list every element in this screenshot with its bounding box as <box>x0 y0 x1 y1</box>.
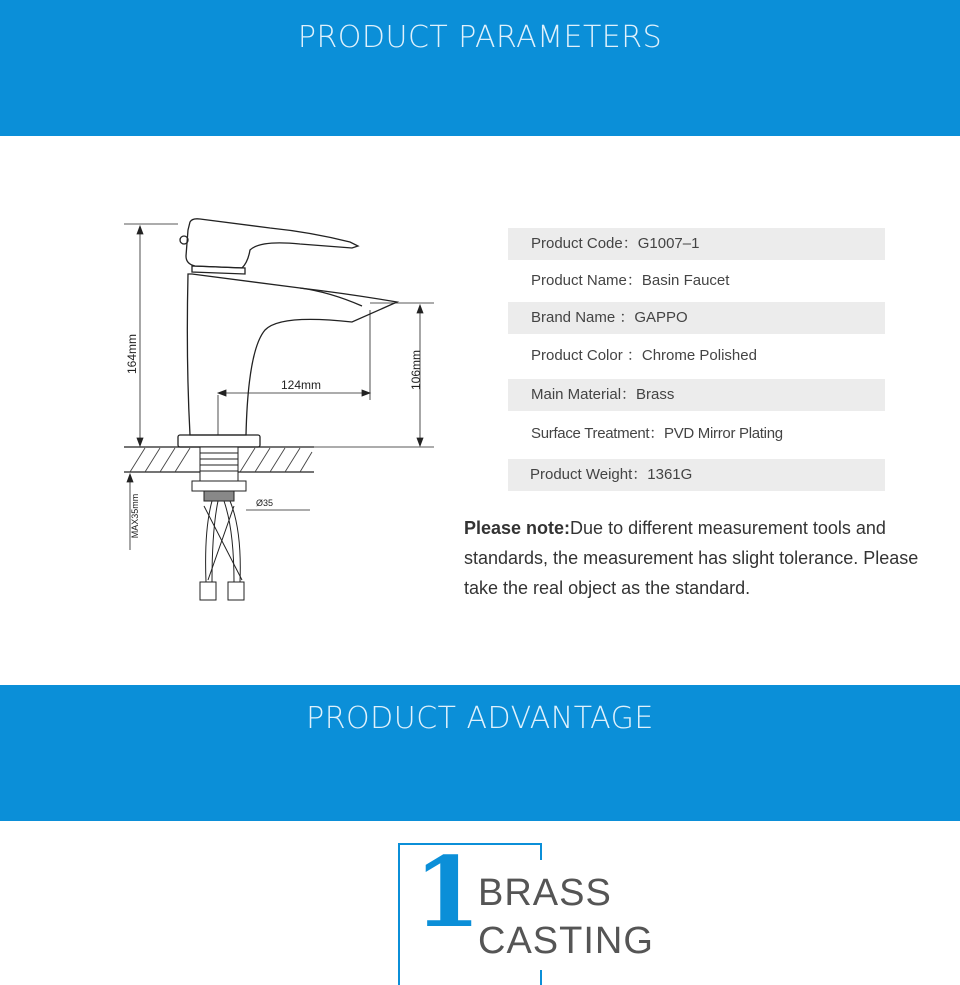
measurement-note <box>464 513 934 603</box>
spec-label: Brand Name ： <box>531 309 635 326</box>
spec-row-main-material <box>508 379 885 411</box>
feature-title-line2: CASTING <box>478 920 654 962</box>
spec-label: Main Material： <box>531 386 637 403</box>
advantage-banner <box>0 685 960 821</box>
dim-spout-reach: 124mm <box>280 378 322 392</box>
decorative-fine-text <box>0 62 960 72</box>
spec-row-product-weight <box>508 459 885 491</box>
decorative-fine-text <box>0 741 960 751</box>
spec-row-product-code <box>508 228 885 260</box>
faucet-dimension-drawing <box>100 210 440 610</box>
spec-label: Surface Treatment： <box>531 425 664 442</box>
spec-value: PVD Mirror Plating <box>664 425 783 442</box>
spec-list <box>508 228 885 497</box>
parameters-title: PRODUCT PARAMETERS <box>297 20 663 55</box>
spec-value: Brass <box>636 386 675 403</box>
note-text: Due to different measurement tools and standards, the measurement has slight tolerance. Please take the real object as the standard. <box>464 518 919 598</box>
spec-label: Product Code： <box>531 235 638 252</box>
dim-max-thickness: MAX35mm <box>130 493 140 539</box>
spec-label: Product Color ： <box>531 347 642 364</box>
spec-label: Product Name： <box>531 272 642 289</box>
spec-value: Basin Faucet <box>641 272 730 289</box>
feature-number: 1 <box>414 836 481 949</box>
spec-label: Product Weight： <box>530 466 648 483</box>
spec-row-surface-treatment <box>508 418 885 450</box>
spec-value: 1361G <box>647 466 693 483</box>
spec-value: GAPPO <box>634 309 688 326</box>
spec-row-product-color <box>508 340 885 372</box>
spec-row-brand-name <box>508 302 885 334</box>
spec-row-product-name <box>508 265 885 297</box>
spec-value: Chrome Polished <box>641 347 757 364</box>
spec-value: G1007–1 <box>637 235 700 252</box>
dim-total-height: 164mm <box>125 333 139 375</box>
dim-hole-diameter: Ø35 <box>256 498 274 508</box>
dim-spout-height: 106mm <box>409 349 423 391</box>
feature-title-line1: BRASS <box>478 872 612 914</box>
note-lead: Please note: <box>464 518 571 538</box>
advantage-title: PRODUCT ADVANTAGE <box>306 701 654 736</box>
parameters-banner <box>0 0 960 136</box>
